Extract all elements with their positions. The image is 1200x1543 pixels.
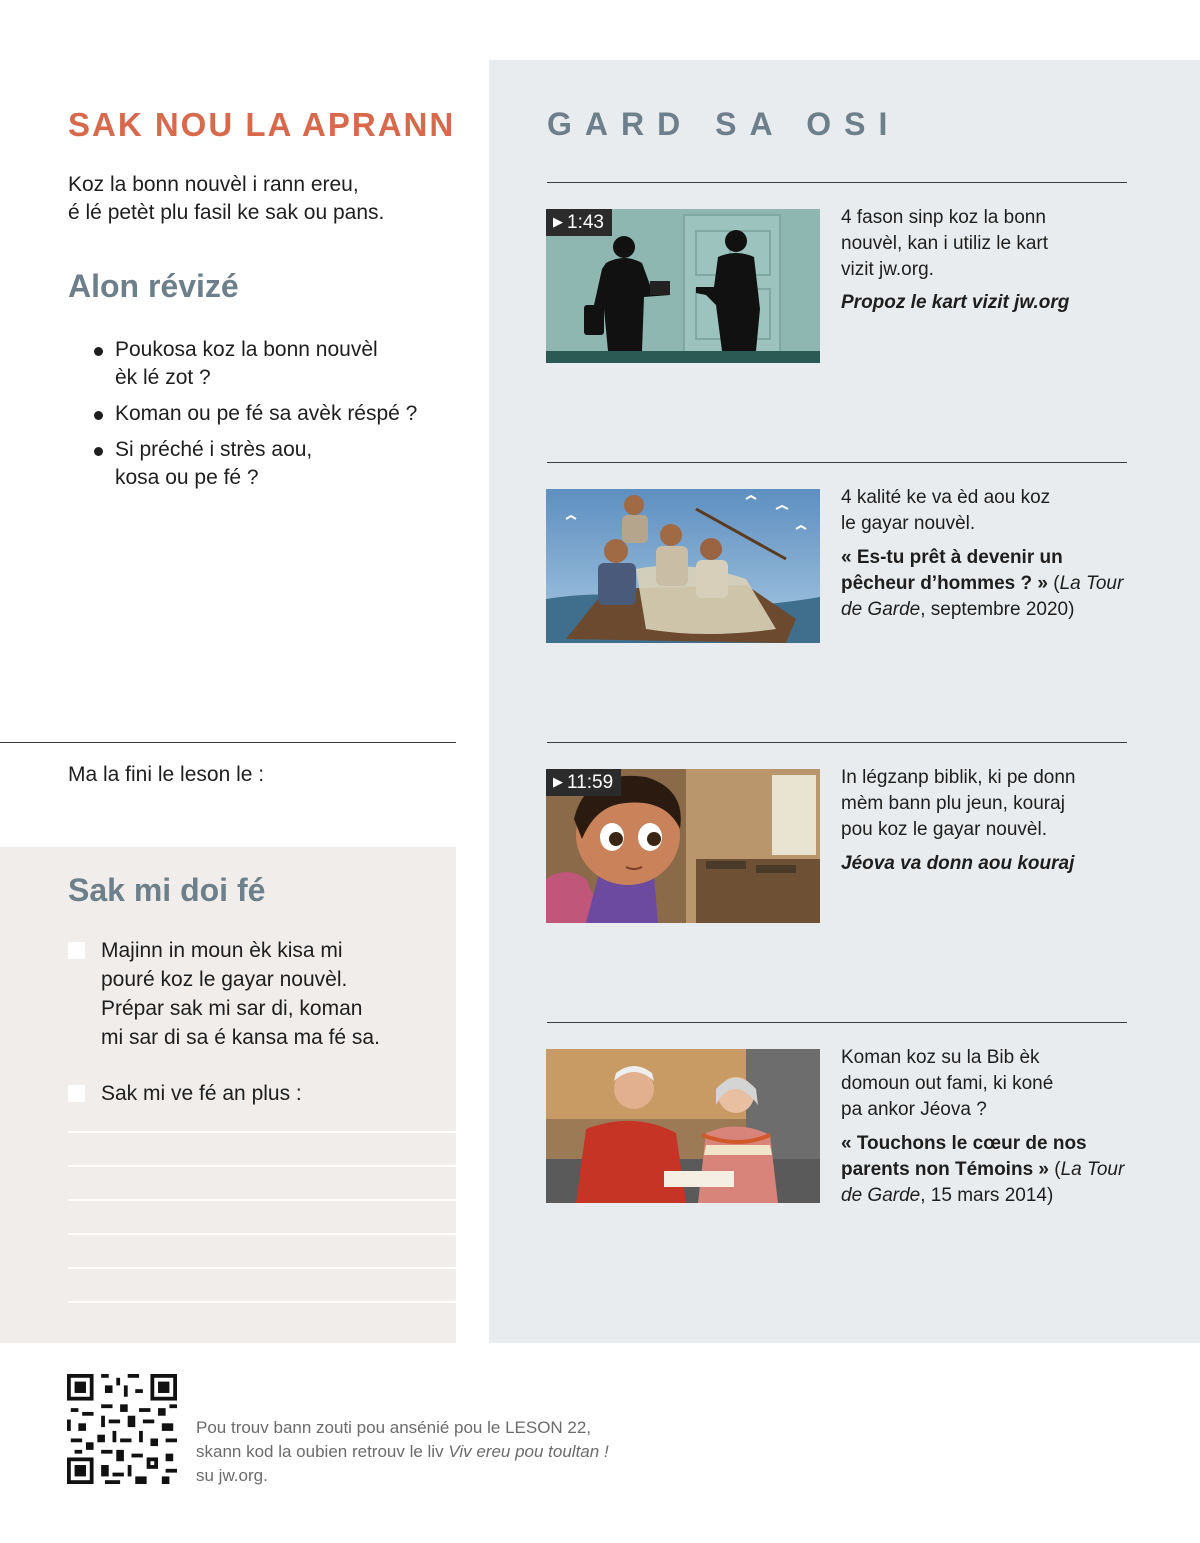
fishermen-image — [546, 489, 820, 643]
writing-line[interactable] — [68, 1267, 456, 1269]
article-image[interactable] — [546, 489, 820, 643]
divider — [0, 742, 456, 743]
item-description: Koman koz su la Bib èk domoun out fami, ki koné pa ankor Jéova ? — [841, 1047, 1054, 1120]
divider — [547, 1022, 1127, 1023]
review-question: Si préché i strès aou, kosa ou pe fé ? — [92, 436, 462, 492]
writing-line[interactable] — [68, 1165, 456, 1167]
checkbox[interactable] — [68, 1085, 85, 1102]
review-question: Koman ou pe fé sa avèk réspé ? — [92, 400, 462, 428]
summary-text: Koz la bonn nouvèl i rann ereu, é lé petèt plu fasil ke sak ou pans. — [68, 173, 385, 224]
writing-line[interactable] — [68, 1301, 456, 1303]
play-triangle-icon: ▶ — [553, 774, 563, 789]
finished-date-label: Ma la fini le leson le : — [68, 763, 265, 786]
item-reference[interactable]: « Touchons le cœur de nos parents non Témoins » (La Tour de Garde, 15 mars 2014) — [841, 1133, 1125, 1206]
item-reference[interactable]: « Es-tu prêt à devenir un pêcheur d’hommes ? » (La Tour de Garde, septembre 2020) — [841, 547, 1124, 620]
section-title: SAK NOU LA APRANN — [68, 106, 456, 143]
todo-item: Sak mi ve fé an plus : — [68, 1079, 302, 1108]
video-thumbnail[interactable] — [546, 209, 820, 363]
writing-line[interactable] — [68, 1131, 456, 1133]
divider — [547, 462, 1127, 463]
further-reading-title: GARD SA OSI — [547, 106, 901, 142]
todo-item: Majinn in moun èk kisa mi pouré koz le gayar nouvèl. Prépar sak mi sar di, koman mi sar di sa é kansa ma fé sa. — [68, 936, 380, 1052]
todo-title: Sak mi doi fé — [68, 872, 266, 908]
review-questions — [92, 336, 462, 500]
item-description: 4 kalité ke va èd aou koz le gayar nouvèl. — [841, 487, 1051, 534]
writing-line[interactable] — [68, 1233, 456, 1235]
review-title: Alon révizé — [68, 268, 239, 304]
item-description: 4 fason sinp koz la bonn nouvèl, kan i utiliz le kart vizit jw.org. — [841, 207, 1048, 280]
review-question: Poukosa koz la bonn nouvèl èk lé zot ? — [92, 336, 462, 392]
article-image[interactable] — [546, 1049, 820, 1203]
video-duration-badge: ▶ 11:59 — [546, 769, 621, 796]
couple-reading-image — [546, 1049, 820, 1203]
video-thumbnail[interactable] — [546, 769, 820, 923]
divider — [547, 182, 1127, 183]
footer-note: Pou trouv bann zouti pou ansénié pou le LESON 22, skann kod la oubien retrouv le liv Viv ereu pou toultan ! su jw.org. — [196, 1418, 609, 1485]
item-reference[interactable]: Jéova va donn aou kouraj — [841, 853, 1075, 874]
qr-code-icon[interactable] — [67, 1374, 177, 1484]
divider — [547, 742, 1127, 743]
checkbox[interactable] — [68, 942, 85, 959]
item-description: In légzanp biblik, ki pe donn mèm bann plu jeun, kouraj pou koz le gayar nouvèl. — [841, 767, 1076, 840]
writing-line[interactable] — [68, 1199, 456, 1201]
video-duration-badge: ▶ 1:43 — [546, 209, 612, 236]
play-triangle-icon: ▶ — [553, 214, 563, 229]
item-reference[interactable]: Propoz le kart vizit jw.org — [841, 292, 1070, 313]
